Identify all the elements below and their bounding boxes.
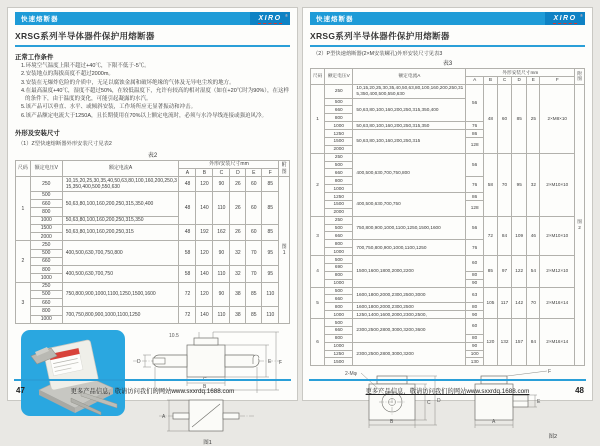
table-cell: 70 [246, 241, 262, 266]
table-cell: 117 [497, 287, 511, 319]
table-cell: 120 [196, 241, 213, 266]
dim-col: D [512, 76, 527, 84]
dimensions-subtitle: （1）Z型快速熔断器外形安装尺寸见表2 [18, 140, 112, 147]
header-category-label: 快速熔断器 [21, 16, 59, 23]
table-cell: 128 [466, 200, 483, 216]
table-cell: 1000 [30, 216, 62, 224]
table-cell: 800 [325, 303, 353, 311]
table-cell: 1500 [30, 224, 62, 232]
registered-mark: ® [580, 13, 583, 18]
table-row [311, 216, 585, 224]
table-cell: 660 [30, 299, 62, 307]
table-cell: 500 [30, 249, 62, 257]
table-cell: 1000 [325, 311, 353, 319]
dim-col: C [213, 169, 230, 177]
svg-text:E: E [536, 399, 540, 406]
table-row [16, 177, 290, 192]
table-cell: 110 [213, 191, 230, 224]
table-cell: 500 [325, 161, 353, 169]
table-row [311, 319, 585, 327]
table-cell: 85 [246, 282, 262, 307]
table-cell: 1500 [325, 358, 353, 366]
table-cell: 50,63,80,100,160,200,250,315,350 [353, 122, 466, 130]
table-cell: 700,750,800,900,1000,1100,1250 [62, 307, 179, 324]
fuse-photo-art [21, 330, 125, 416]
table-cell: 500 [325, 98, 353, 106]
table-cell: 86 [466, 193, 483, 201]
table-cell: 130 [466, 358, 483, 366]
table-cell: 120 [196, 282, 213, 307]
table-cell: 2×M10×10 [540, 153, 575, 216]
table-cell: 2×M8×10 [540, 84, 575, 153]
svg-text:D: D [436, 398, 441, 405]
table-cell: 110 [262, 307, 279, 324]
table-cell: 48 [179, 177, 196, 192]
table-cell: 46 [527, 216, 540, 255]
table-cell: 800 [325, 240, 353, 248]
table-cell: 4 [311, 256, 325, 288]
table-cell: 1500,1600,1800,2000,2200 [353, 256, 466, 288]
table-row [311, 153, 585, 161]
table-cell: 100 [466, 350, 483, 358]
table-cell: 250 [325, 216, 353, 224]
table-cell: 660 [325, 169, 353, 177]
page-title: XRSG系列半导体器件保护用熔断器 [310, 30, 585, 47]
dim-col: E [246, 169, 262, 177]
table-cell: 85 [262, 177, 279, 192]
table-cell: 48 [179, 224, 196, 241]
table-cell: 1600,1800,2000,2300,2500,3000 [353, 287, 466, 303]
table-cell: 90 [213, 282, 230, 307]
page-header-bar [310, 12, 585, 25]
table-cell: 84 [527, 319, 540, 366]
svg-text:D: D [136, 358, 141, 365]
table-cell: 5 [311, 287, 325, 319]
svg-text:F: F [278, 359, 282, 366]
table-cell: 192 [196, 224, 213, 241]
table-cell: 60 [466, 319, 483, 335]
page-footer [311, 386, 584, 395]
table-cell: 60 [246, 191, 262, 224]
table-cell: 58 [483, 153, 497, 216]
table-cell: 63 [466, 287, 483, 303]
table-cell: 10,15,20,25,30,35,40,50,63,80,100,160,200,250,315,350,400,500,550,630 [353, 84, 466, 98]
table-cell: 2×M16×14 [540, 319, 575, 366]
table-cell: 250 [325, 153, 353, 161]
table-cell: 140 [196, 266, 213, 283]
table-cell: 400,500,630,700,750,800 [62, 241, 179, 266]
table-cell: 76 [466, 122, 483, 130]
dim-col: D [230, 169, 246, 177]
table-cell: 90 [466, 311, 483, 319]
table-cell: 2×M12×10 [540, 256, 575, 288]
table-row [16, 307, 290, 315]
table-cell: 26 [230, 191, 246, 224]
col-header-code: 尺码 [311, 69, 325, 85]
table-cell: 660 [30, 257, 62, 265]
table-cell: 800 [325, 334, 353, 342]
col-header-dims: 外形安装尺寸mm [466, 69, 575, 77]
footer-website-text: 更多产品信息，敬请访问我们的网站www.sxxrdq.1688.com [365, 388, 530, 395]
page-title: XRSG系列半导体器件保护用熔断器 [15, 30, 290, 47]
table-cell: 56 [466, 153, 483, 177]
table-cell: 500 [325, 319, 353, 327]
table-cell: 690 [325, 263, 353, 271]
condition-item: 4.在最高温度+40℃，湿度不超过50%，在较低温度下，允许有较高的相对湿度（如在+20℃时为90%），在这样的条件下，由于温度的变化，可能引起凝露的水汽。 [21, 87, 290, 102]
catalog-page-left [7, 7, 298, 446]
table-cell: 1250 [325, 193, 353, 201]
table-cell: 800 [30, 266, 62, 274]
table-row [16, 191, 290, 199]
table-cell: 250 [30, 241, 62, 249]
table-cell: 800 [325, 114, 353, 122]
table-cell: 2×M16×14 [540, 287, 575, 319]
table-cell: 700,750,800,900,1000,1100,1250 [353, 240, 466, 256]
table-row [16, 241, 290, 249]
col-header-current: 额定电流A [62, 160, 179, 177]
table-cell: 38 [230, 307, 246, 324]
table-cell: 2300,2500,2800,3000,3200,3600 [353, 319, 466, 343]
table-cell: 56 [466, 216, 483, 240]
table-cell: 95 [262, 266, 279, 283]
table-cell: 54 [527, 256, 540, 288]
table3 [310, 68, 585, 366]
table-cell: 60 [246, 224, 262, 241]
table-cell: 86 [466, 130, 483, 138]
page-number: 47 [16, 386, 25, 395]
table-cell: 1000 [325, 122, 353, 130]
table-cell: 85 [483, 256, 497, 288]
table-cell: 70 [246, 266, 262, 283]
table-cell: 660 [325, 232, 353, 240]
table-cell: 95 [262, 241, 279, 266]
table-cell: 50,63,80,100,160,200,250,315,350,400 [62, 191, 179, 216]
table-cell: 95 [512, 153, 527, 216]
col-header-voltage: 额定电压V [30, 160, 62, 177]
col-header-dims: 外形/安装尺寸mm [179, 160, 279, 168]
table-cell: 1000 [325, 185, 353, 193]
table-cell: 2×M10×10 [540, 216, 575, 255]
table-row [16, 282, 290, 290]
svg-text:10.5: 10.5 [168, 332, 179, 339]
page-header-bar [15, 12, 290, 25]
table-cell: 90 [213, 241, 230, 266]
table-cell: 2000 [325, 208, 353, 216]
table-cell: 105 [483, 287, 497, 319]
col-header-current: 额定电流A [353, 69, 466, 85]
table-cell: 1 [16, 177, 31, 241]
table-cell: 70 [497, 153, 511, 216]
table-cell: 48 [179, 191, 196, 224]
table-cell: 250 [325, 84, 353, 98]
table-cell: 110 [213, 307, 230, 324]
dim-col: B [196, 169, 213, 177]
svg-text:A: A [161, 413, 165, 420]
table-cell: 800 [325, 177, 353, 185]
page-footer [16, 383, 289, 395]
condition-item: 3.安装在无爆炸危险的介质中，无足以腐蚀金属和破坏绝缘的气体及无导电尘埃的地方。 [21, 79, 235, 86]
table-cell: 56 [466, 84, 483, 121]
header-category-label: 快速熔断器 [316, 16, 354, 23]
table-row [16, 266, 290, 274]
table-cell: 660 [325, 106, 353, 114]
table-cell: 250 [30, 177, 62, 192]
table-cell: 142 [512, 287, 527, 319]
condition-item: 6.该产品额定电流大于1250A，且长期使用在70%以上额定电流时，必须与水冷导线连接或强迫风冷。 [21, 112, 268, 119]
page-number: 48 [575, 386, 584, 395]
table-cell: 1000 [30, 274, 62, 282]
table-cell: 3 [16, 282, 31, 323]
conditions-heading: 正常工作条件 [15, 54, 54, 61]
table-cell: 85 [262, 191, 279, 224]
brand-logo: XIRO ® [250, 12, 290, 25]
table-cell: 500 [325, 256, 353, 264]
svg-text:A: A [491, 419, 495, 426]
table-cell: 400,500,630,700,750,800 [353, 153, 466, 192]
table-cell: 60 [246, 177, 262, 192]
table-cell: 60 [466, 256, 483, 272]
table-cell: 97 [497, 256, 511, 288]
footer-rule [14, 379, 291, 381]
table-cell: 1500 [325, 200, 353, 208]
dim-col: F [540, 76, 575, 84]
table-cell: 32 [230, 241, 246, 266]
table-cell: 76 [466, 177, 483, 193]
table-cell: 58 [179, 266, 196, 283]
table-cell: 500 [325, 224, 353, 232]
col-header-figure: 附图 [279, 160, 290, 177]
table-cell: 1500 [325, 137, 353, 145]
table-cell: 60 [497, 84, 511, 153]
table-cell: 157 [512, 319, 527, 366]
table-cell: 50,63,80,100,160,200,250,315,350,400 [353, 98, 466, 122]
table-cell: 2 [311, 153, 325, 216]
table-cell: 50,63,80,100,160,200,250,315,350 [62, 216, 179, 224]
dim-col: C [497, 76, 511, 84]
table-cell: 660 [325, 326, 353, 334]
footer-rule [309, 379, 586, 381]
dim-col: E [527, 76, 540, 84]
condition-item: 1.环境空气温度上限不超过+40℃，下限不低于-5℃。 [21, 63, 150, 69]
table-cell: 1000 [325, 279, 353, 287]
table-cell: 38 [230, 282, 246, 307]
table-cell: 1000 [325, 248, 353, 256]
table-cell: 32 [527, 153, 540, 216]
table-cell: 660 [325, 295, 353, 303]
dim-col: F [262, 169, 279, 177]
table-cell: 128 [466, 137, 483, 153]
dim-col: A [179, 169, 196, 177]
table-cell: 50,63,80,100,160,200,250,315 [62, 224, 179, 241]
col-header-figure: 附图 [575, 69, 585, 85]
table-cell: 800 [325, 271, 353, 279]
table-cell: 80 [466, 271, 483, 279]
table-cell: 70 [527, 287, 540, 319]
table-cell: 1250,1400,1600,2000,2300,2500, [353, 311, 466, 319]
svg-text:F: F [547, 369, 551, 376]
table-cell: 85 [246, 307, 262, 324]
table-cell: 50,63,80,100,160,200,250,315 [353, 130, 466, 154]
table-cell: 72 [179, 282, 196, 307]
table-cell: 750,800,900,1000,1100,1250,1500,1600 [62, 282, 179, 307]
col-header-code: 尺码 [16, 160, 31, 177]
table-cell: 10,15,20,25,30,35,40,50,63,80,100,160,200,250,315,350,400,500,550,630 [62, 177, 179, 192]
table-cell: 1000 [30, 315, 62, 323]
table-cell: 72 [483, 216, 497, 255]
dimensions-subtitle: （2）P型快速熔断器(2×M安装螺孔)外形安装尺寸见表3 [313, 51, 443, 57]
table-cell: 800 [30, 208, 62, 216]
svg-text:E: E [267, 358, 271, 365]
table-cell: 1250 [325, 350, 353, 358]
table-row [311, 84, 585, 98]
table-cell: 26 [230, 224, 246, 241]
table-cell: 84 [497, 216, 511, 255]
table-cell: 660 [30, 200, 62, 208]
table-cell: 400,500,630,700,750 [62, 266, 179, 283]
table-cell: 500 [30, 290, 62, 298]
table-cell: 140 [196, 191, 213, 224]
table-cell: 3 [311, 216, 325, 255]
table-cell: 122 [512, 256, 527, 288]
table-cell: 80 [466, 334, 483, 342]
svg-text:C: C [426, 400, 431, 407]
figure2-caption: 图2 [548, 434, 557, 441]
table-cell: 2000 [30, 233, 62, 241]
table-cell: 500 [325, 287, 353, 295]
table2 [15, 160, 290, 324]
table-cell: 图2 [575, 84, 585, 366]
table-cell: 120 [483, 319, 497, 366]
svg-text:B: B [389, 419, 393, 426]
svg-text:B: B [202, 383, 206, 390]
table-cell: 48 [483, 84, 497, 153]
table-cell: 90 [213, 177, 230, 192]
registered-mark: ® [285, 13, 288, 18]
table-cell: 800 [30, 307, 62, 315]
table-cell: 6 [311, 319, 325, 366]
table-cell: 图1 [279, 177, 290, 324]
catalog-page-right [302, 7, 593, 441]
product-photo [21, 330, 125, 416]
table-row [16, 224, 290, 232]
table-cell: 140 [196, 307, 213, 324]
table-cell: 90 [466, 342, 483, 350]
table-cell: 120 [196, 177, 213, 192]
col-header-voltage: 额定电压V [325, 69, 353, 85]
table-cell: 750,800,900,1000,1100,1250,1500,1600 [353, 216, 466, 240]
table-cell: 80 [466, 303, 483, 311]
footer-website-text: 更多产品信息，敬请访问我们的网站www.sxxrdq.1688.com [70, 388, 235, 395]
conditions-list [15, 62, 290, 120]
table-cell: 85 [512, 84, 527, 153]
table-cell: 132 [497, 319, 511, 366]
condition-item: 5.该产品可以垂直、水平、或倾斜安装，工作场所应无显著振动和冲击。 [21, 104, 197, 111]
table-cell: 1600,1800,2000,2300,2500 [353, 303, 466, 311]
table-cell: 26 [230, 177, 246, 192]
dim-col: A [466, 76, 483, 84]
table-cell: 110 [262, 282, 279, 307]
table-cell: 32 [230, 266, 246, 283]
figure1-caption: 图1 [203, 439, 212, 446]
table-cell: 76 [466, 240, 483, 256]
table-cell: 2 [16, 241, 31, 282]
table-cell: 400,500,630,700,750 [353, 193, 466, 217]
table-row [311, 256, 585, 264]
table-cell: 2300,2500,2800,3000,3200 [353, 342, 466, 366]
table-cell: 1 [311, 84, 325, 153]
dimensions-heading: 外形及安装尺寸 [15, 129, 60, 137]
table-cell: 72 [179, 307, 196, 324]
table-cell: 250 [30, 282, 62, 290]
table-cell: 1000 [325, 342, 353, 350]
table-cell: 1250 [325, 130, 353, 138]
table-row [311, 287, 585, 295]
table-cell: 85 [262, 224, 279, 241]
table-cell: 162 [213, 224, 230, 241]
table-cell: 2000 [325, 145, 353, 153]
table-cell: 58 [179, 241, 196, 266]
dim-col: B [483, 76, 497, 84]
condition-item: 2.安装地点的海拔高度不超过2000m。 [21, 71, 114, 78]
table3-caption: 表3 [442, 61, 453, 67]
svg-text:2-Mφ: 2-Mφ [344, 371, 357, 378]
table-cell: 109 [512, 216, 527, 255]
brand-logo: XIRO ® [545, 12, 585, 25]
table-cell: 25 [527, 84, 540, 153]
table2-caption: 表2 [147, 152, 158, 159]
table-cell: 90 [466, 279, 483, 287]
table-cell: 110 [213, 266, 230, 283]
table-cell: 500 [30, 191, 62, 199]
